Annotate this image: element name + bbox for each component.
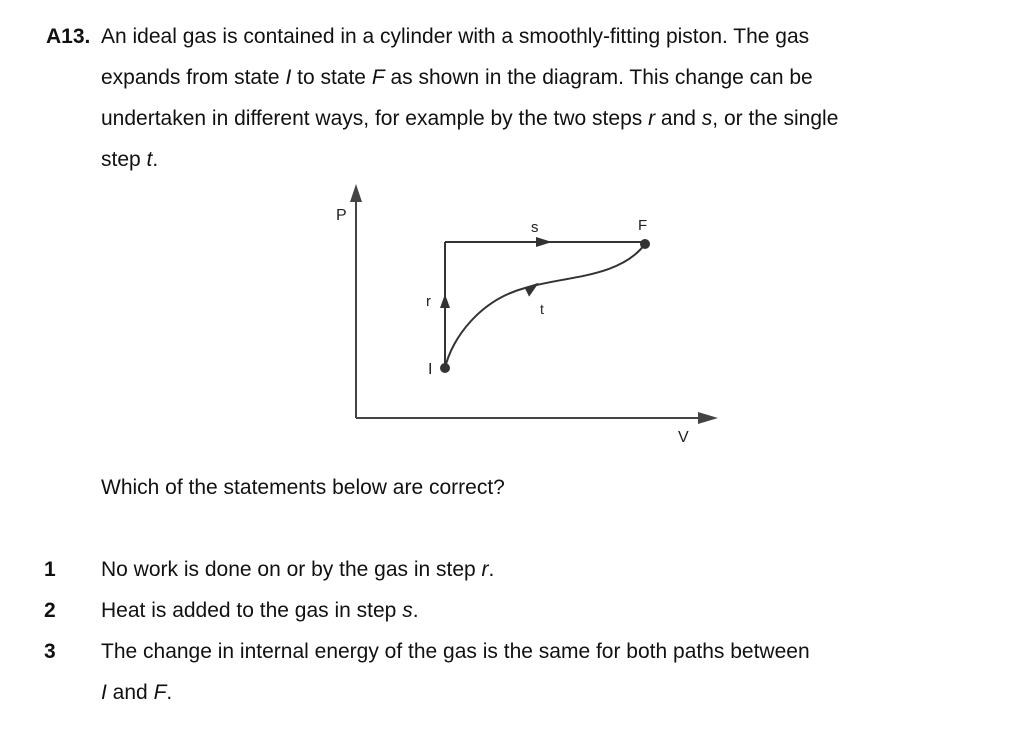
step-s-label: s [531, 219, 539, 236]
question-stem-line-4: step t. [101, 148, 159, 171]
statement-2-text: Heat is added to the gas in step s. [101, 599, 419, 622]
pv-diagram [320, 178, 740, 448]
statement-number-1: 1 [44, 558, 56, 581]
step-t-path [445, 244, 645, 368]
statement-number-3: 3 [44, 640, 56, 663]
point-initial [440, 363, 450, 373]
step-r-arrow-icon [440, 294, 450, 308]
step-t-label: t [540, 301, 544, 317]
statement-1-text: No work is done on or by the gas in step r. [101, 558, 495, 581]
point-initial-label: I [428, 361, 433, 378]
question-prompt: Which of the statements below are correct? [101, 476, 505, 499]
statement-3-text-line-1: The change in internal energy of the gas is the same for both paths between [101, 640, 810, 663]
point-final-label: F [638, 217, 648, 234]
y-axis-arrow-icon [350, 184, 362, 202]
question-number: A13. [46, 25, 91, 48]
question-stem-line-2: expands from state I to state F as shown in the diagram. This change can be [101, 66, 813, 89]
step-s-arrow-icon [536, 237, 552, 247]
question-stem-line-3: undertaken in different ways, for example by the two steps r and s, or the single [101, 107, 839, 130]
axis-x-label: V [678, 429, 689, 446]
step-r-label: r [426, 293, 431, 310]
point-final [640, 239, 650, 249]
axis-y-label: P [336, 207, 347, 224]
statement-3-text-line-2: I and F. [101, 681, 173, 704]
question-stem-line-1: An ideal gas is contained in a cylinder with a smoothly-fitting piston. The gas [101, 25, 810, 48]
statement-number-2: 2 [44, 599, 56, 622]
x-axis-arrow-icon [698, 412, 718, 424]
